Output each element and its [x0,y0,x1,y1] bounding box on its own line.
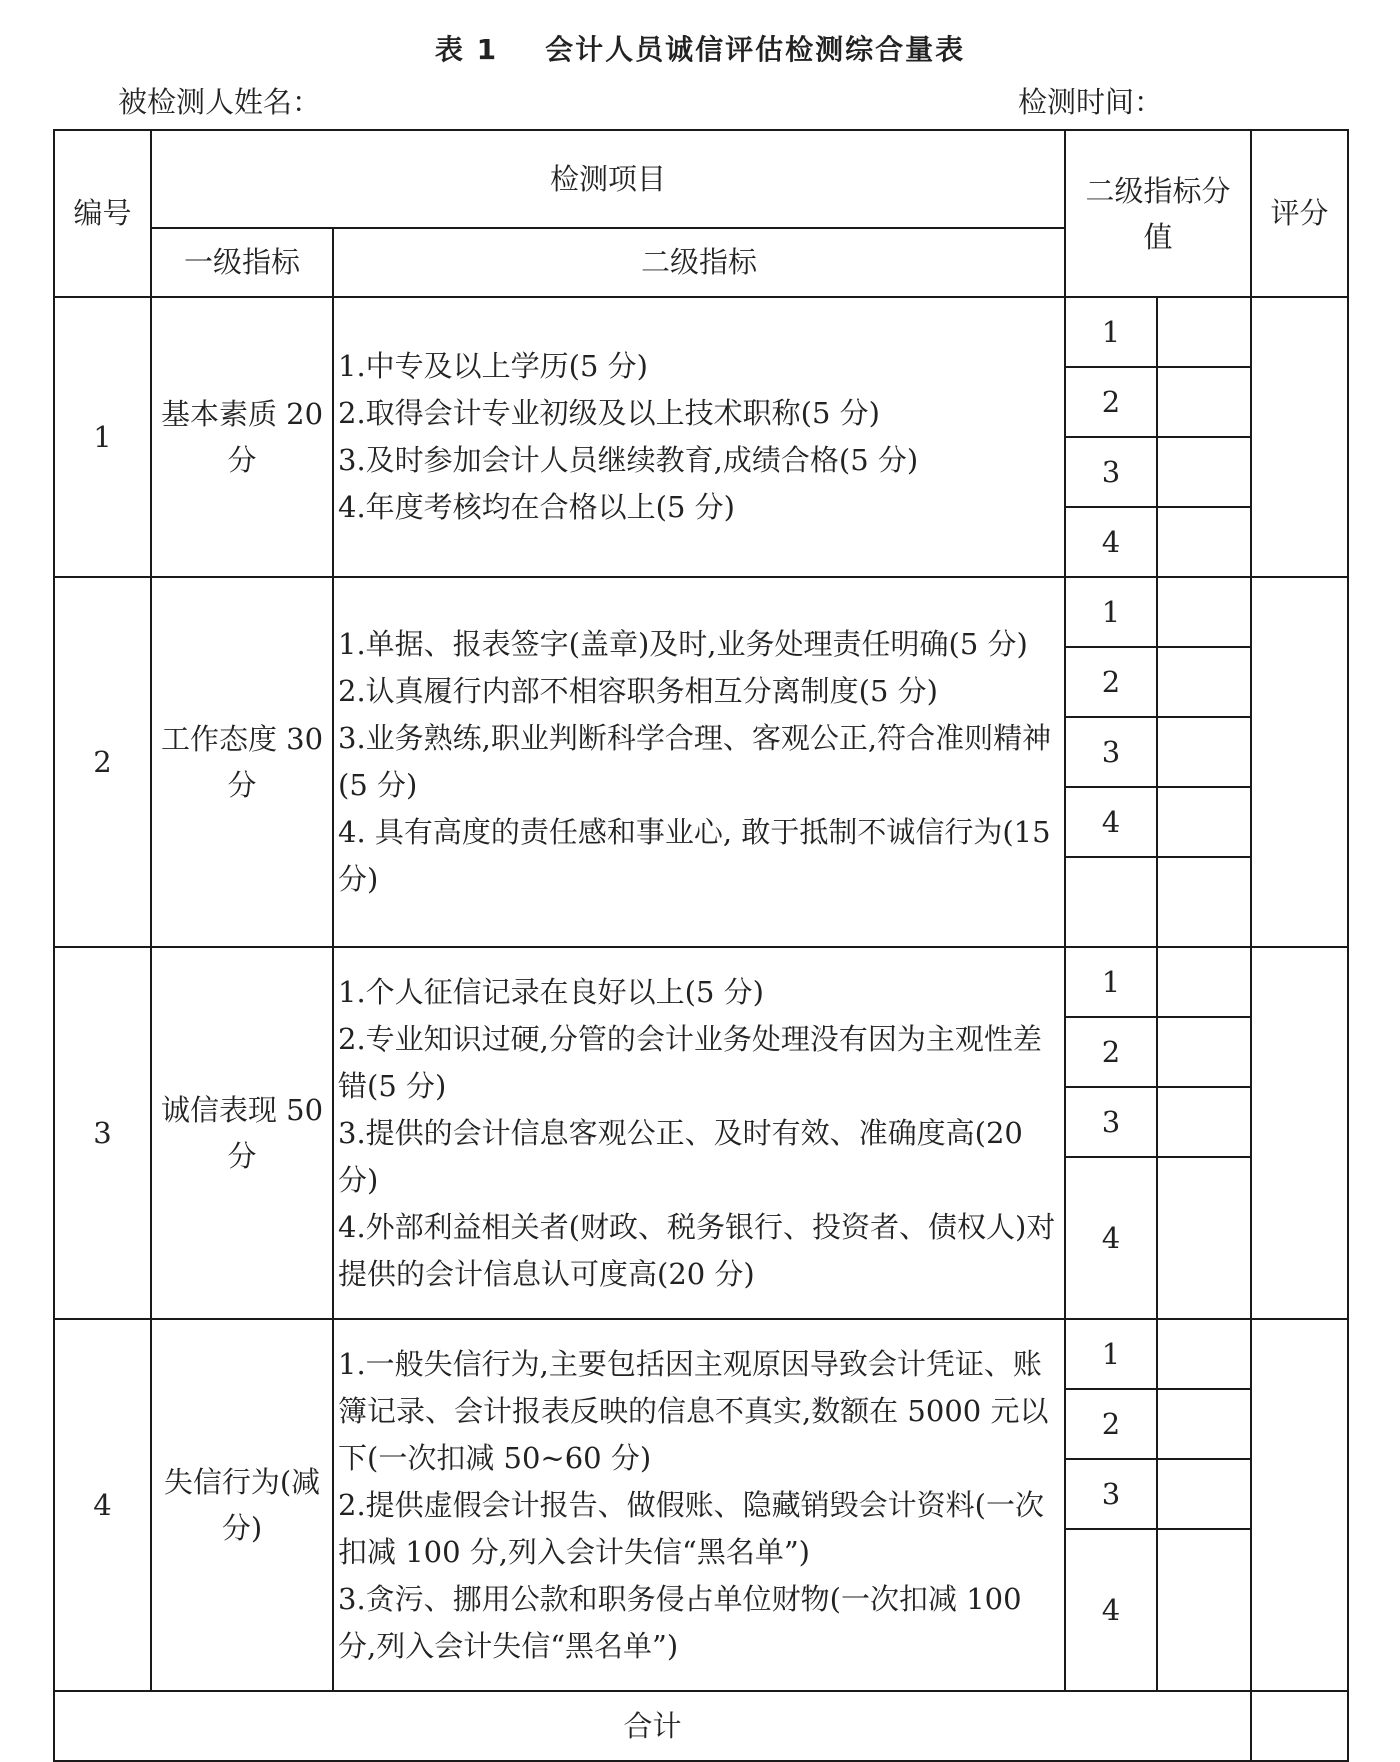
exam-time-label: 检测时间： [1018,85,1164,119]
row-1-level1-text: 基本素质 20 分 [160,397,324,477]
row-3-score-index-1: 1 [1065,947,1157,1017]
row-1-score-cell-2[interactable] [1157,367,1251,437]
row-3-items [333,947,1065,1319]
row-1-item-2: 2.取得会计专业初级及以上技术职称(5 分) [338,396,880,430]
row-3-item-4: 4.外部利益相关者(财政、税务银行、投资者、债权人)对提供的会计信息认可度高(20 分) [338,1209,1056,1291]
row-4-item-3: 3.贪污、挪用公款和职务侵占单位财物(一次扣减 100 分,列入会计失信“黑名单”) [338,1581,1022,1663]
row-3-item-1: 1.个人征信记录在良好以上(5 分) [338,974,764,1009]
row-1-item-3: 3.及时参加会计人员继续教育,成绩合格(5 分) [338,443,919,477]
row-2-item-4: 4. 具有高度的责任感和事业心, 敢于抵制不诚信行为(15 分) [338,815,1051,896]
row-2-score-index-4: 4 [1065,787,1157,857]
row-4-score-index-1: 1 [1065,1319,1157,1389]
row-2-item-1: 1.单据、报表签字(盖章)及时,业务处理责任明确(5 分) [338,627,1028,661]
row-1-score-cell-1[interactable] [1157,297,1251,367]
row-4-item-1: 1.一般失信行为,主要包括因主观原因导致会计凭证、账簿记录、会计报表反映的信息不真实,数额在 5000 元以下(一次扣减 50~60 分) [338,1346,1049,1475]
row-1-score-index-1: 1 [1065,297,1157,367]
row-3-rating-cell[interactable] [1251,947,1348,1319]
row-4-score-cell-1[interactable] [1157,1319,1251,1389]
row-2-score-cell-4[interactable] [1157,787,1251,857]
row-3-score-index-2: 2 [1065,1017,1157,1087]
row-4-score-cell-2[interactable] [1157,1389,1251,1459]
row-1-score-index-3: 3 [1065,437,1157,507]
row-2-no: 2 [54,577,151,947]
row-4-level1-text: 失信行为(减分) [163,1465,321,1545]
row-1-no: 1 [54,297,151,577]
row-3-score-cell-4[interactable] [1157,1157,1251,1319]
assessment-table [53,129,1349,1762]
row-4-score-index-2: 2 [1065,1389,1157,1459]
total-label: 合计 [54,1691,1251,1761]
row-2-score-index-2: 2 [1065,647,1157,717]
row-3-score-cell-3[interactable] [1157,1087,1251,1157]
row-4-score-cell-3[interactable] [1157,1459,1251,1529]
row-2-items [333,577,1065,947]
row-4-no: 4 [54,1319,151,1691]
row-3-score-cell-1[interactable] [1157,947,1251,1017]
header-no: 编号 [54,130,151,297]
row-1-score-index-2: 2 [1065,367,1157,437]
row-1-level1 [151,297,333,577]
row-2-level1-text: 工作态度 30 分 [160,722,324,802]
row-1-score-cell-3[interactable] [1157,437,1251,507]
row-3-no: 3 [54,947,151,1319]
row-3-item-3: 3.提供的会计信息客观公正、及时有效、准确度高(20 分) [338,1115,1023,1197]
row-2-score-index-blank [1065,857,1157,947]
row-4-score-index-4: 4 [1065,1529,1157,1691]
row-1-rating-cell[interactable] [1251,297,1348,577]
table-title: 表 1 会计人员诚信评估检测综合量表 [434,33,966,66]
header-score-value [1065,130,1251,297]
header-level2: 二级指标 [333,228,1065,297]
row-2-score-cell-1[interactable] [1157,577,1251,647]
row-3-score-cell-2[interactable] [1157,1017,1251,1087]
total-rating-cell[interactable] [1251,1691,1348,1761]
row-2-level1 [151,577,333,947]
header-items: 检测项目 [151,130,1065,228]
row-2-score-cell-2[interactable] [1157,647,1251,717]
row-3-level1-text: 诚信表现 50 分 [160,1093,324,1173]
row-1-score-cell-4[interactable] [1157,507,1251,577]
row-2-score-index-1: 1 [1065,577,1157,647]
row-2-score-cell-blank[interactable] [1157,857,1251,947]
row-4-score-cell-4[interactable] [1157,1529,1251,1691]
row-3-item-2: 2.专业知识过硬,分管的会计业务处理没有因为主观性差错(5 分) [338,1021,1042,1103]
header-score-value-text: 二级指标分值 [1085,173,1231,254]
row-1-score-index-4: 4 [1065,507,1157,577]
row-4-score-index-3: 3 [1065,1459,1157,1529]
row-2-item-3: 3.业务熟练,职业判断科学合理、客观公正,符合准则精神(5 分) [338,721,1052,802]
row-2-item-2: 2.认真履行内部不相容职务相互分离制度(5 分) [338,674,938,708]
row-4-item-2: 2.提供虚假会计报告、做假账、隐藏销毁会计资料(一次扣减 100 分,列入会计失信“黑名单”) [338,1487,1044,1569]
row-2-score-cell-3[interactable] [1157,717,1251,787]
row-4-rating-cell[interactable] [1251,1319,1348,1691]
row-1-items [333,297,1065,577]
header-rating: 评分 [1251,130,1348,297]
header-level1: 一级指标 [151,228,333,297]
row-1-item-1: 1.中专及以上学历(5 分) [338,349,648,383]
row-3-score-index-4: 4 [1065,1157,1157,1319]
row-2-rating-cell[interactable] [1251,577,1348,947]
row-3-score-index-3: 3 [1065,1087,1157,1157]
row-4-items [333,1319,1065,1691]
row-1-item-4: 4.年度考核均在合格以上(5 分) [338,490,735,524]
row-4-level1 [151,1319,333,1691]
row-3-level1 [151,947,333,1319]
row-2-score-index-3: 3 [1065,717,1157,787]
examinee-name-label: 被检测人姓名： [118,85,322,119]
